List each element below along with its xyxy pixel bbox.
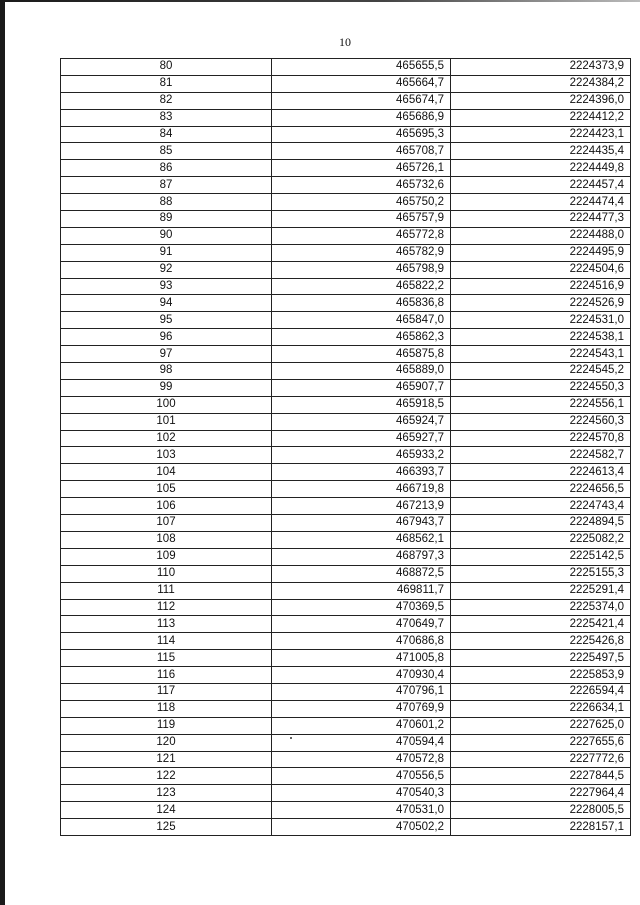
point-number-cell: 83: [61, 109, 272, 126]
x-coordinate-cell: 465862,3: [272, 329, 451, 346]
y-coordinate-cell: 2224435,4: [451, 143, 631, 160]
x-coordinate-cell: 467213,9: [272, 498, 451, 515]
scan-shadow-left: [0, 0, 5, 905]
point-number-cell: 121: [61, 751, 272, 768]
x-coordinate-cell: 468797,3: [272, 548, 451, 565]
x-coordinate-cell: 465836,8: [272, 295, 451, 312]
x-coordinate-cell: 465927,7: [272, 430, 451, 447]
table-row: [61, 278, 631, 295]
y-coordinate-cell: 2224504,6: [451, 261, 631, 278]
x-coordinate-cell: 470649,7: [272, 616, 451, 633]
point-number-cell: 89: [61, 211, 272, 228]
y-coordinate-cell: 2225497,5: [451, 650, 631, 667]
x-coordinate-cell: 470594,4: [272, 734, 451, 751]
y-coordinate-cell: 2225426,8: [451, 633, 631, 650]
table-row: [61, 481, 631, 498]
table-row: [61, 396, 631, 413]
y-coordinate-cell: 2224526,9: [451, 295, 631, 312]
point-number-cell: 117: [61, 683, 272, 700]
x-coordinate-cell: 465732,6: [272, 177, 451, 194]
point-number-cell: 120: [61, 734, 272, 751]
table-row: [61, 261, 631, 278]
y-coordinate-cell: 2227844,5: [451, 768, 631, 785]
x-coordinate-cell: 470540,3: [272, 785, 451, 802]
point-number-cell: 84: [61, 126, 272, 143]
point-number-cell: 98: [61, 363, 272, 380]
x-coordinate-cell: 470686,8: [272, 633, 451, 650]
table-row: [61, 177, 631, 194]
x-coordinate-cell: 465750,2: [272, 194, 451, 211]
point-number-cell: 95: [61, 312, 272, 329]
point-number-cell: 103: [61, 447, 272, 464]
x-coordinate-cell: 465822,2: [272, 278, 451, 295]
point-number-cell: 91: [61, 244, 272, 261]
x-coordinate-cell: 470572,8: [272, 751, 451, 768]
y-coordinate-cell: 2224477,3: [451, 211, 631, 228]
point-number-cell: 81: [61, 75, 272, 92]
y-coordinate-cell: 2224545,2: [451, 363, 631, 380]
table-row: [61, 616, 631, 633]
y-coordinate-cell: 2225082,2: [451, 531, 631, 548]
point-number-cell: 110: [61, 565, 272, 582]
x-coordinate-cell: 468872,5: [272, 565, 451, 582]
point-number-cell: 94: [61, 295, 272, 312]
y-coordinate-cell: 2224550,3: [451, 379, 631, 396]
y-coordinate-cell: 2224396,0: [451, 92, 631, 109]
point-number-cell: 100: [61, 396, 272, 413]
y-coordinate-cell: 2227655,6: [451, 734, 631, 751]
point-number-cell: 105: [61, 481, 272, 498]
point-number-cell: 112: [61, 599, 272, 616]
point-number-cell: 114: [61, 633, 272, 650]
point-number-cell: 122: [61, 768, 272, 785]
point-number-cell: 104: [61, 464, 272, 481]
table-row: [61, 802, 631, 819]
x-coordinate-cell: 471005,8: [272, 650, 451, 667]
y-coordinate-cell: 2224538,1: [451, 329, 631, 346]
x-coordinate-cell: 470531,0: [272, 802, 451, 819]
point-number-cell: 118: [61, 700, 272, 717]
x-coordinate-cell: 466393,7: [272, 464, 451, 481]
point-number-cell: 107: [61, 515, 272, 532]
point-number-cell: 115: [61, 650, 272, 667]
y-coordinate-cell: 2226634,1: [451, 700, 631, 717]
x-coordinate-cell: 465798,9: [272, 261, 451, 278]
table-row: [61, 59, 631, 76]
table-row: [61, 194, 631, 211]
y-coordinate-cell: 2224570,8: [451, 430, 631, 447]
point-number-cell: 124: [61, 802, 272, 819]
table-row: [61, 244, 631, 261]
table-row: [61, 312, 631, 329]
point-number-cell: 109: [61, 548, 272, 565]
y-coordinate-cell: 2224449,8: [451, 160, 631, 177]
y-coordinate-cell: 2224531,0: [451, 312, 631, 329]
x-coordinate-cell: 465918,5: [272, 396, 451, 413]
point-number-cell: 102: [61, 430, 272, 447]
table-row: [61, 582, 631, 599]
y-coordinate-cell: 2228157,1: [451, 819, 631, 836]
point-number-cell: 88: [61, 194, 272, 211]
x-coordinate-cell: 465782,9: [272, 244, 451, 261]
y-coordinate-cell: 2224516,9: [451, 278, 631, 295]
table-row: [61, 92, 631, 109]
y-coordinate-cell: 2224743,4: [451, 498, 631, 515]
x-coordinate-cell: 470601,2: [272, 717, 451, 734]
table-row: [61, 768, 631, 785]
y-coordinate-cell: 2224560,3: [451, 413, 631, 430]
point-number-cell: 119: [61, 717, 272, 734]
table-row: [61, 227, 631, 244]
x-coordinate-cell: 470930,4: [272, 667, 451, 684]
x-coordinate-cell: 465708,7: [272, 143, 451, 160]
y-coordinate-cell: 2225291,4: [451, 582, 631, 599]
x-coordinate-cell: 465695,3: [272, 126, 451, 143]
point-number-cell: 113: [61, 616, 272, 633]
x-coordinate-cell: 470502,2: [272, 819, 451, 836]
y-coordinate-cell: 2224894,5: [451, 515, 631, 532]
x-coordinate-cell: 470796,1: [272, 683, 451, 700]
y-coordinate-cell: 2224582,7: [451, 447, 631, 464]
x-coordinate-cell: 465772,8: [272, 227, 451, 244]
scan-shadow-top: [0, 0, 640, 2]
point-number-cell: 87: [61, 177, 272, 194]
x-coordinate-cell: 470769,9: [272, 700, 451, 717]
table-row: [61, 700, 631, 717]
table-row: [61, 329, 631, 346]
table-row: [61, 751, 631, 768]
point-number-cell: 90: [61, 227, 272, 244]
x-coordinate-cell: 465933,2: [272, 447, 451, 464]
y-coordinate-cell: 2225421,4: [451, 616, 631, 633]
y-coordinate-cell: 2224384,2: [451, 75, 631, 92]
table-row: [61, 211, 631, 228]
x-coordinate-cell: 465847,0: [272, 312, 451, 329]
x-coordinate-cell: 465655,5: [272, 59, 451, 76]
table-row: [61, 109, 631, 126]
y-coordinate-cell: 2224474,4: [451, 194, 631, 211]
y-coordinate-cell: 2224373,9: [451, 59, 631, 76]
table-row: [61, 498, 631, 515]
point-number-cell: 93: [61, 278, 272, 295]
y-coordinate-cell: 2224613,4: [451, 464, 631, 481]
point-number-cell: 116: [61, 667, 272, 684]
x-coordinate-cell: 465875,8: [272, 346, 451, 363]
table-row: [61, 667, 631, 684]
point-number-cell: 96: [61, 329, 272, 346]
x-coordinate-cell: 465686,9: [272, 109, 451, 126]
point-number-cell: 80: [61, 59, 272, 76]
point-number-cell: 85: [61, 143, 272, 160]
y-coordinate-cell: 2225155,3: [451, 565, 631, 582]
table-row: [61, 447, 631, 464]
table-row: [61, 143, 631, 160]
point-number-cell: 86: [61, 160, 272, 177]
table-row: [61, 819, 631, 836]
y-coordinate-cell: 2224457,4: [451, 177, 631, 194]
y-coordinate-cell: 2224488,0: [451, 227, 631, 244]
table-row: [61, 683, 631, 700]
y-coordinate-cell: 2227625,0: [451, 717, 631, 734]
x-coordinate-cell: 465757,9: [272, 211, 451, 228]
y-coordinate-cell: 2225142,5: [451, 548, 631, 565]
table-row: [61, 413, 631, 430]
x-coordinate-cell: 465907,7: [272, 379, 451, 396]
table-row: [61, 126, 631, 143]
table-row: [61, 75, 631, 92]
y-coordinate-cell: 2226594,4: [451, 683, 631, 700]
x-coordinate-cell: 468562,1: [272, 531, 451, 548]
table-row: [61, 464, 631, 481]
coordinates-table: [60, 58, 631, 836]
scan-speck: [290, 737, 292, 739]
page-number: 10: [339, 35, 351, 49]
x-coordinate-cell: 465889,0: [272, 363, 451, 380]
y-coordinate-cell: 2224543,1: [451, 346, 631, 363]
table-row: [61, 599, 631, 616]
table-row: [61, 295, 631, 312]
table-row: [61, 430, 631, 447]
table-row: [61, 346, 631, 363]
y-coordinate-cell: 2224656,5: [451, 481, 631, 498]
x-coordinate-cell: 465674,7: [272, 92, 451, 109]
x-coordinate-cell: 470369,5: [272, 599, 451, 616]
y-coordinate-cell: 2224556,1: [451, 396, 631, 413]
y-coordinate-cell: 2225374,0: [451, 599, 631, 616]
point-number-cell: 92: [61, 261, 272, 278]
y-coordinate-cell: 2227964,4: [451, 785, 631, 802]
point-number-cell: 111: [61, 582, 272, 599]
table-row: [61, 548, 631, 565]
point-number-cell: 125: [61, 819, 272, 836]
y-coordinate-cell: 2227772,6: [451, 751, 631, 768]
table-row: [61, 363, 631, 380]
y-coordinate-cell: 2224495,9: [451, 244, 631, 261]
table-row: [61, 633, 631, 650]
x-coordinate-cell: 466719,8: [272, 481, 451, 498]
table-row: [61, 160, 631, 177]
table-row: [61, 734, 631, 751]
y-coordinate-cell: 2224412,2: [451, 109, 631, 126]
y-coordinate-cell: 2225853,9: [451, 667, 631, 684]
table-row: [61, 717, 631, 734]
table-row: [61, 565, 631, 582]
table-row: [61, 531, 631, 548]
point-number-cell: 101: [61, 413, 272, 430]
x-coordinate-cell: 465726,1: [272, 160, 451, 177]
x-coordinate-cell: 470556,5: [272, 768, 451, 785]
y-coordinate-cell: 2224423,1: [451, 126, 631, 143]
point-number-cell: 99: [61, 379, 272, 396]
table-row: [61, 785, 631, 802]
table-row: [61, 650, 631, 667]
point-number-cell: 123: [61, 785, 272, 802]
x-coordinate-cell: 467943,7: [272, 515, 451, 532]
x-coordinate-cell: 465664,7: [272, 75, 451, 92]
point-number-cell: 97: [61, 346, 272, 363]
y-coordinate-cell: 2228005,5: [451, 802, 631, 819]
x-coordinate-cell: 469811,7: [272, 582, 451, 599]
coordinates-table-body: [61, 59, 631, 836]
point-number-cell: 108: [61, 531, 272, 548]
x-coordinate-cell: 465924,7: [272, 413, 451, 430]
point-number-cell: 82: [61, 92, 272, 109]
table-row: [61, 515, 631, 532]
table-row: [61, 379, 631, 396]
point-number-cell: 106: [61, 498, 272, 515]
